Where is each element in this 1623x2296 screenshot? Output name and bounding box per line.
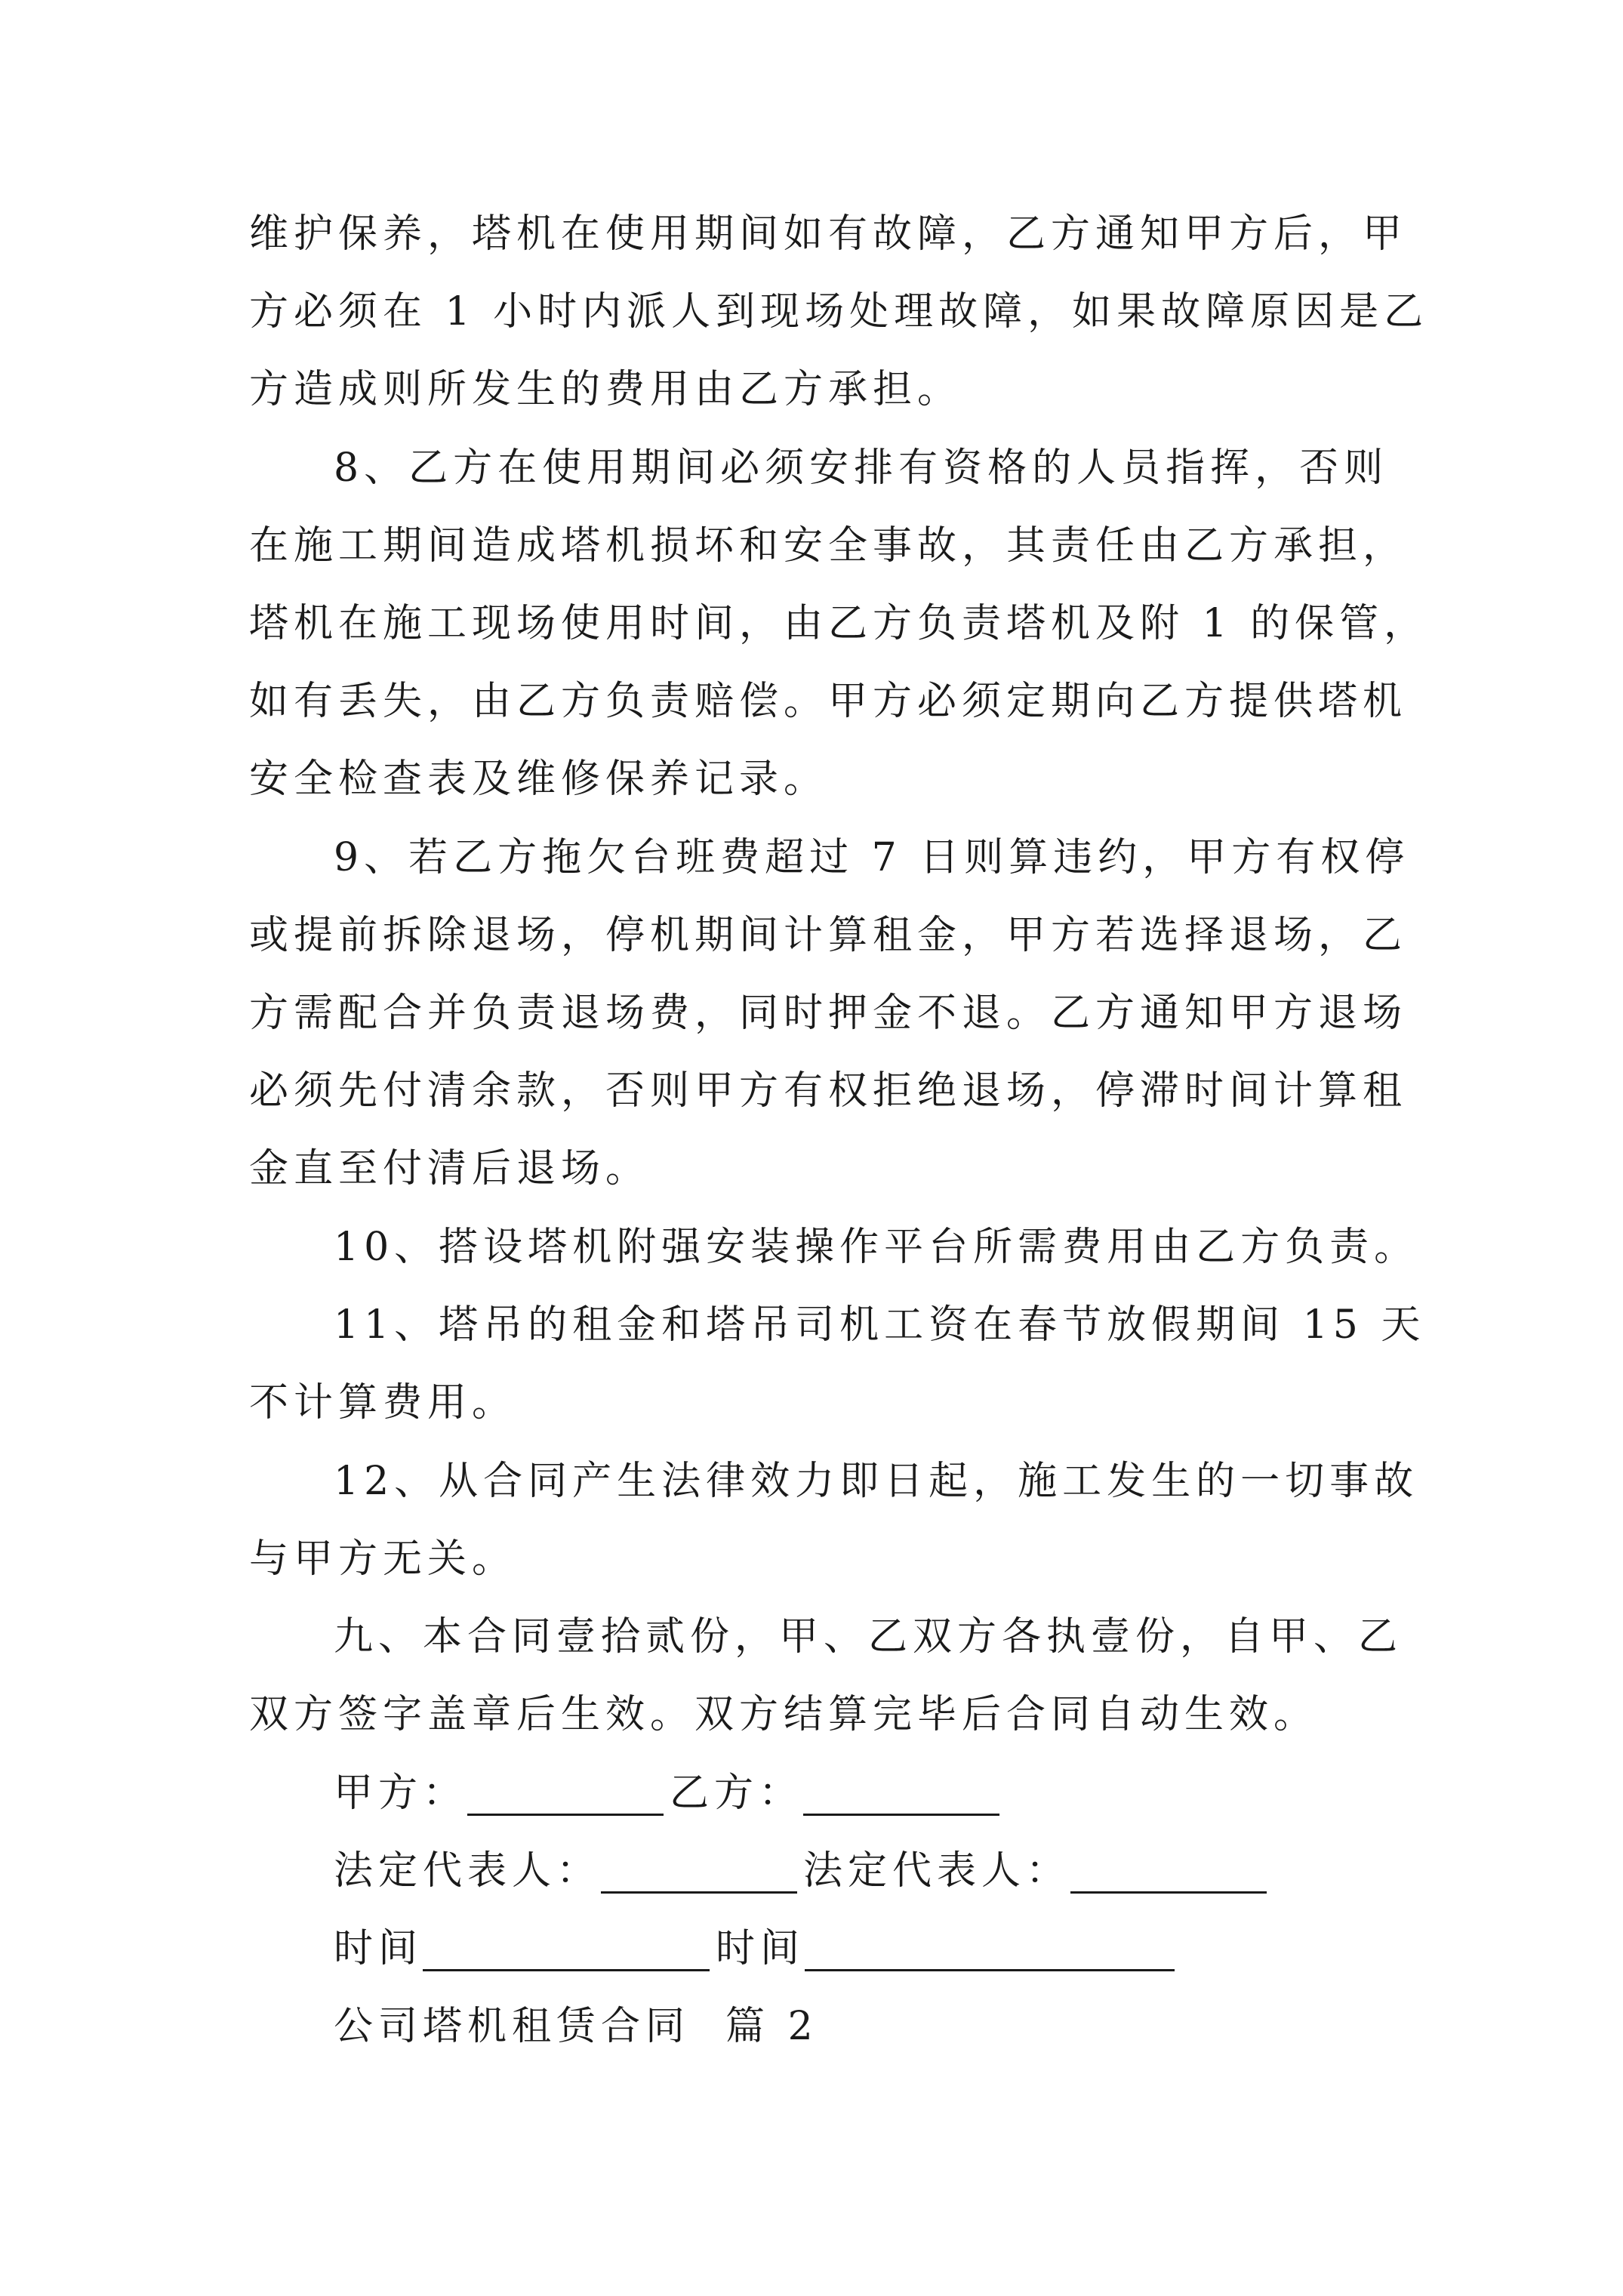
clause-10-line: 10、搭设塔机附强安装操作平台所需费用由乙方负责。 — [334, 1225, 1419, 1270]
signature-representative-row — [334, 1848, 1273, 1894]
time-b-blank[interactable] — [805, 1930, 1175, 1971]
clause-9-line: 9、若乙方拖欠台班费超过 7 日则算违约，甲方有权停 — [334, 835, 1410, 880]
signature-party-row — [334, 1771, 1006, 1816]
paragraph-line: 不计算费用。 — [249, 1380, 517, 1425]
paragraph-line: 如有丢失，由乙方负责赔偿。甲方必须定期向乙方提供塔机 — [249, 679, 1408, 724]
clause-11-line: 11、塔吊的租金和塔吊司机工资在春节放假期间 15 天 — [334, 1302, 1426, 1348]
clause-8-line: 8、乙方在使用期间必须安排有资格的人员指挥，否则 — [334, 445, 1389, 491]
time-a-blank[interactable] — [423, 1930, 710, 1971]
clause-nine-line: 九、本合同壹拾贰份，甲、乙双方各执壹份，自甲、乙 — [334, 1614, 1403, 1660]
time-b-label: 时间 — [716, 1926, 805, 1971]
rep-a-label: 法定代表人： — [334, 1848, 602, 1894]
paragraph-line: 金直至付清后退场。 — [249, 1146, 651, 1191]
paragraph-line: 安全检查表及维修保养记录。 — [249, 757, 829, 802]
party-b-label: 乙方： — [670, 1771, 804, 1816]
paragraph-line: 方造成则所发生的费用由乙方承担。 — [249, 367, 962, 412]
paragraph-line: 双方签字盖章后生效。双方结算完毕后合同自动生效。 — [249, 1692, 1319, 1737]
paragraph-line: 与甲方无关。 — [249, 1536, 517, 1582]
clause-12-line: 12、从合同产生法律效力即日起，施工发生的一切事故 — [334, 1459, 1419, 1504]
rep-b-blank[interactable] — [1070, 1852, 1267, 1894]
rep-b-label: 法定代表人： — [803, 1848, 1071, 1894]
party-b-blank[interactable] — [803, 1774, 999, 1816]
next-section-heading: 公司塔机租赁合同 篇 2 — [334, 2004, 818, 2049]
paragraph-line: 维护保养，塔机在使用期间如有故障，乙方通知甲方后，甲 — [249, 211, 1408, 257]
party-a-blank[interactable] — [467, 1774, 664, 1816]
rep-a-blank[interactable] — [601, 1852, 797, 1894]
time-a-label: 时间 — [334, 1926, 423, 1971]
paragraph-line: 方需配合并负责退场费，同时押金不退。乙方通知甲方退场 — [249, 991, 1408, 1036]
paragraph-line: 塔机在施工现场使用时间，由乙方负责塔机及附 1 的保管， — [249, 601, 1429, 646]
paragraph-line: 必须先付清余款，否则甲方有权拒绝退场，停滞时间计算租 — [249, 1068, 1408, 1114]
paragraph-line: 或提前拆除退场，停机期间计算租金，甲方若选择退场，乙 — [249, 913, 1408, 958]
paragraph-line: 方必须在 1 小时内派人到现场处理故障，如果故障原因是乙 — [249, 289, 1429, 334]
signature-time-row — [334, 1926, 1181, 1971]
party-a-label: 甲方： — [334, 1771, 468, 1816]
paragraph-line: 在施工期间造成塔机损坏和安全事故，其责任由乙方承担， — [249, 523, 1408, 569]
